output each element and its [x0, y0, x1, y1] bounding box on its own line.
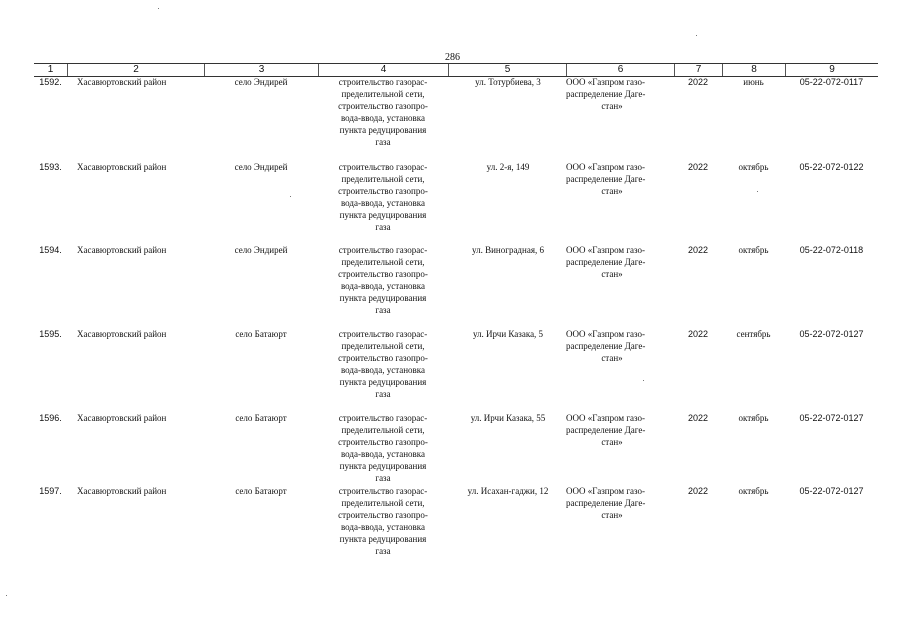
table-header — [34, 63, 878, 77]
year-cell: 2022 — [687, 413, 709, 423]
year-cell: 2022 — [687, 486, 709, 496]
work-line: пределительной сети, — [341, 425, 425, 435]
org-line: стан» — [601, 186, 623, 196]
org-line: распределение Даге- — [566, 498, 646, 508]
org-line: ООО «Газпром газо- — [566, 245, 646, 255]
org-line: распределение Даге- — [566, 174, 646, 184]
scan-speck — [757, 191, 758, 192]
row-number: 1593. — [39, 162, 62, 172]
row-number: 1595. — [39, 329, 62, 339]
row-number: 1596. — [39, 413, 62, 423]
work-line: вода-ввода, установка — [340, 198, 426, 208]
month-cell: октябрь — [738, 413, 769, 423]
column-header-6: 6 — [566, 64, 674, 76]
month-cell: октябрь — [738, 162, 769, 172]
organization-cell — [566, 76, 674, 112]
work-line: пункта редуцирования — [339, 461, 427, 471]
work-line: пределительной сети, — [341, 174, 425, 184]
address-cell: ул. 2-я, 149 — [486, 162, 530, 172]
work-line: строительство газопро- — [338, 510, 428, 520]
row-number: 1594. — [39, 245, 62, 255]
work-line: газа — [375, 473, 391, 483]
settlement-cell: село Батаюрт — [235, 329, 287, 339]
work-description-cell — [318, 161, 448, 233]
work-line: вода-ввода, установка — [340, 365, 426, 375]
org-line: распределение Даге- — [566, 341, 646, 351]
district-cell: Хасавюртовский район — [77, 329, 167, 339]
work-description-cell — [318, 485, 448, 557]
address-cell: ул. Ирчи Казака, 55 — [470, 413, 546, 423]
settlement-cell: село Батаюрт — [235, 486, 287, 496]
column-header-3: 3 — [204, 64, 318, 76]
work-line: газа — [375, 305, 391, 315]
column-header-7: 7 — [674, 64, 722, 76]
work-line: пределительной сети, — [341, 257, 425, 267]
work-line: строительство газорас- — [338, 162, 428, 172]
org-line: стан» — [601, 510, 623, 520]
column-header-8: 8 — [722, 64, 785, 76]
work-line: строительство газорас- — [338, 413, 428, 423]
work-line: пункта редуцирования — [339, 377, 427, 387]
address-cell: ул. Исахан-гаджи, 12 — [467, 486, 549, 496]
address-cell: ул. Тотурбиева, 3 — [475, 77, 541, 87]
work-line: строительство газопро- — [338, 269, 428, 279]
month-cell: октябрь — [738, 486, 769, 496]
work-line: строительство газопро- — [338, 186, 428, 196]
org-line: ООО «Газпром газо- — [566, 413, 646, 423]
work-line: пункта редуцирования — [339, 534, 427, 544]
page-number: 286 — [445, 52, 460, 63]
work-description-cell — [318, 328, 448, 400]
work-line: строительство газорас- — [338, 329, 428, 339]
code-cell: 05-22-072-0118 — [799, 245, 864, 255]
work-line: вода-ввода, установка — [340, 449, 426, 459]
scan-speck — [158, 8, 159, 9]
work-line: строительство газопро- — [338, 437, 428, 447]
work-line: строительство газорас- — [338, 245, 428, 255]
work-line: строительство газопро- — [338, 101, 428, 111]
organization-cell — [566, 412, 674, 448]
work-line: газа — [375, 389, 391, 399]
org-line: ООО «Газпром газо- — [566, 162, 646, 172]
scan-speck — [290, 196, 291, 197]
column-header-9: 9 — [785, 64, 878, 76]
district-cell: Хасавюртовский район — [77, 77, 167, 87]
year-cell: 2022 — [687, 329, 709, 339]
org-line: распределение Даге- — [566, 89, 646, 99]
scan-speck — [696, 35, 697, 36]
code-cell: 05-22-072-0127 — [799, 413, 864, 423]
work-line: вода-ввода, установка — [340, 281, 426, 291]
code-cell: 05-22-072-0122 — [799, 162, 864, 172]
code-cell: 05-22-072-0127 — [799, 329, 864, 339]
work-line: строительство газорас- — [338, 486, 428, 496]
work-line: газа — [375, 546, 391, 556]
month-cell: октябрь — [738, 245, 769, 255]
organization-cell — [566, 485, 674, 521]
column-header-2: 2 — [67, 64, 204, 76]
org-line: распределение Даге- — [566, 425, 646, 435]
settlement-cell: село Эндирей — [234, 245, 288, 255]
work-line: газа — [375, 137, 391, 147]
year-cell: 2022 — [687, 162, 709, 172]
work-line: строительство газорас- — [338, 77, 428, 87]
month-cell: сентябрь — [736, 329, 771, 339]
work-description-cell — [318, 76, 448, 148]
district-cell: Хасавюртовский район — [77, 486, 167, 496]
year-cell: 2022 — [687, 77, 709, 87]
work-line: строительство газопро- — [338, 353, 428, 363]
column-header-4: 4 — [318, 64, 448, 76]
work-description-cell — [318, 412, 448, 484]
address-cell: ул. Ирчи Казака, 5 — [472, 329, 544, 339]
work-line: пункта редуцирования — [339, 210, 427, 220]
org-line: стан» — [601, 437, 623, 447]
code-cell: 05-22-072-0127 — [799, 486, 864, 496]
work-line: газа — [375, 222, 391, 232]
org-line: стан» — [601, 269, 623, 279]
org-line: ООО «Газпром газо- — [566, 329, 646, 339]
district-cell: Хасавюртовский район — [77, 413, 167, 423]
work-line: пределительной сети, — [341, 89, 425, 99]
work-line: пределительной сети, — [341, 498, 425, 508]
org-line: распределение Даге- — [566, 257, 646, 267]
settlement-cell: село Батаюрт — [235, 413, 287, 423]
org-line: ООО «Газпром газо- — [566, 77, 646, 87]
work-line: вода-ввода, установка — [340, 113, 426, 123]
org-line: стан» — [601, 101, 623, 111]
column-header-5: 5 — [448, 64, 566, 76]
month-cell: июнь — [743, 77, 764, 87]
year-cell: 2022 — [687, 245, 709, 255]
work-description-cell — [318, 244, 448, 316]
district-cell: Хасавюртовский район — [77, 245, 167, 255]
row-number: 1592. — [39, 77, 62, 87]
organization-cell — [566, 161, 674, 197]
settlement-cell: село Эндирей — [234, 162, 288, 172]
work-line: пределительной сети, — [341, 341, 425, 351]
scan-speck — [6, 595, 7, 596]
scan-speck — [643, 380, 644, 381]
work-line: пункта редуцирования — [339, 293, 427, 303]
organization-cell — [566, 244, 674, 280]
address-cell: ул. Виноградная, 6 — [472, 245, 544, 255]
organization-cell — [566, 328, 674, 364]
settlement-cell: село Эндирей — [234, 77, 288, 87]
org-line: стан» — [601, 353, 623, 363]
work-line: вода-ввода, установка — [340, 522, 426, 532]
district-cell: Хасавюртовский район — [77, 162, 167, 172]
work-line: пункта редуцирования — [339, 125, 427, 135]
column-header-1: 1 — [47, 64, 54, 75]
org-line: ООО «Газпром газо- — [566, 486, 646, 496]
code-cell: 05-22-072-0117 — [799, 77, 864, 87]
row-number: 1597. — [39, 486, 62, 496]
